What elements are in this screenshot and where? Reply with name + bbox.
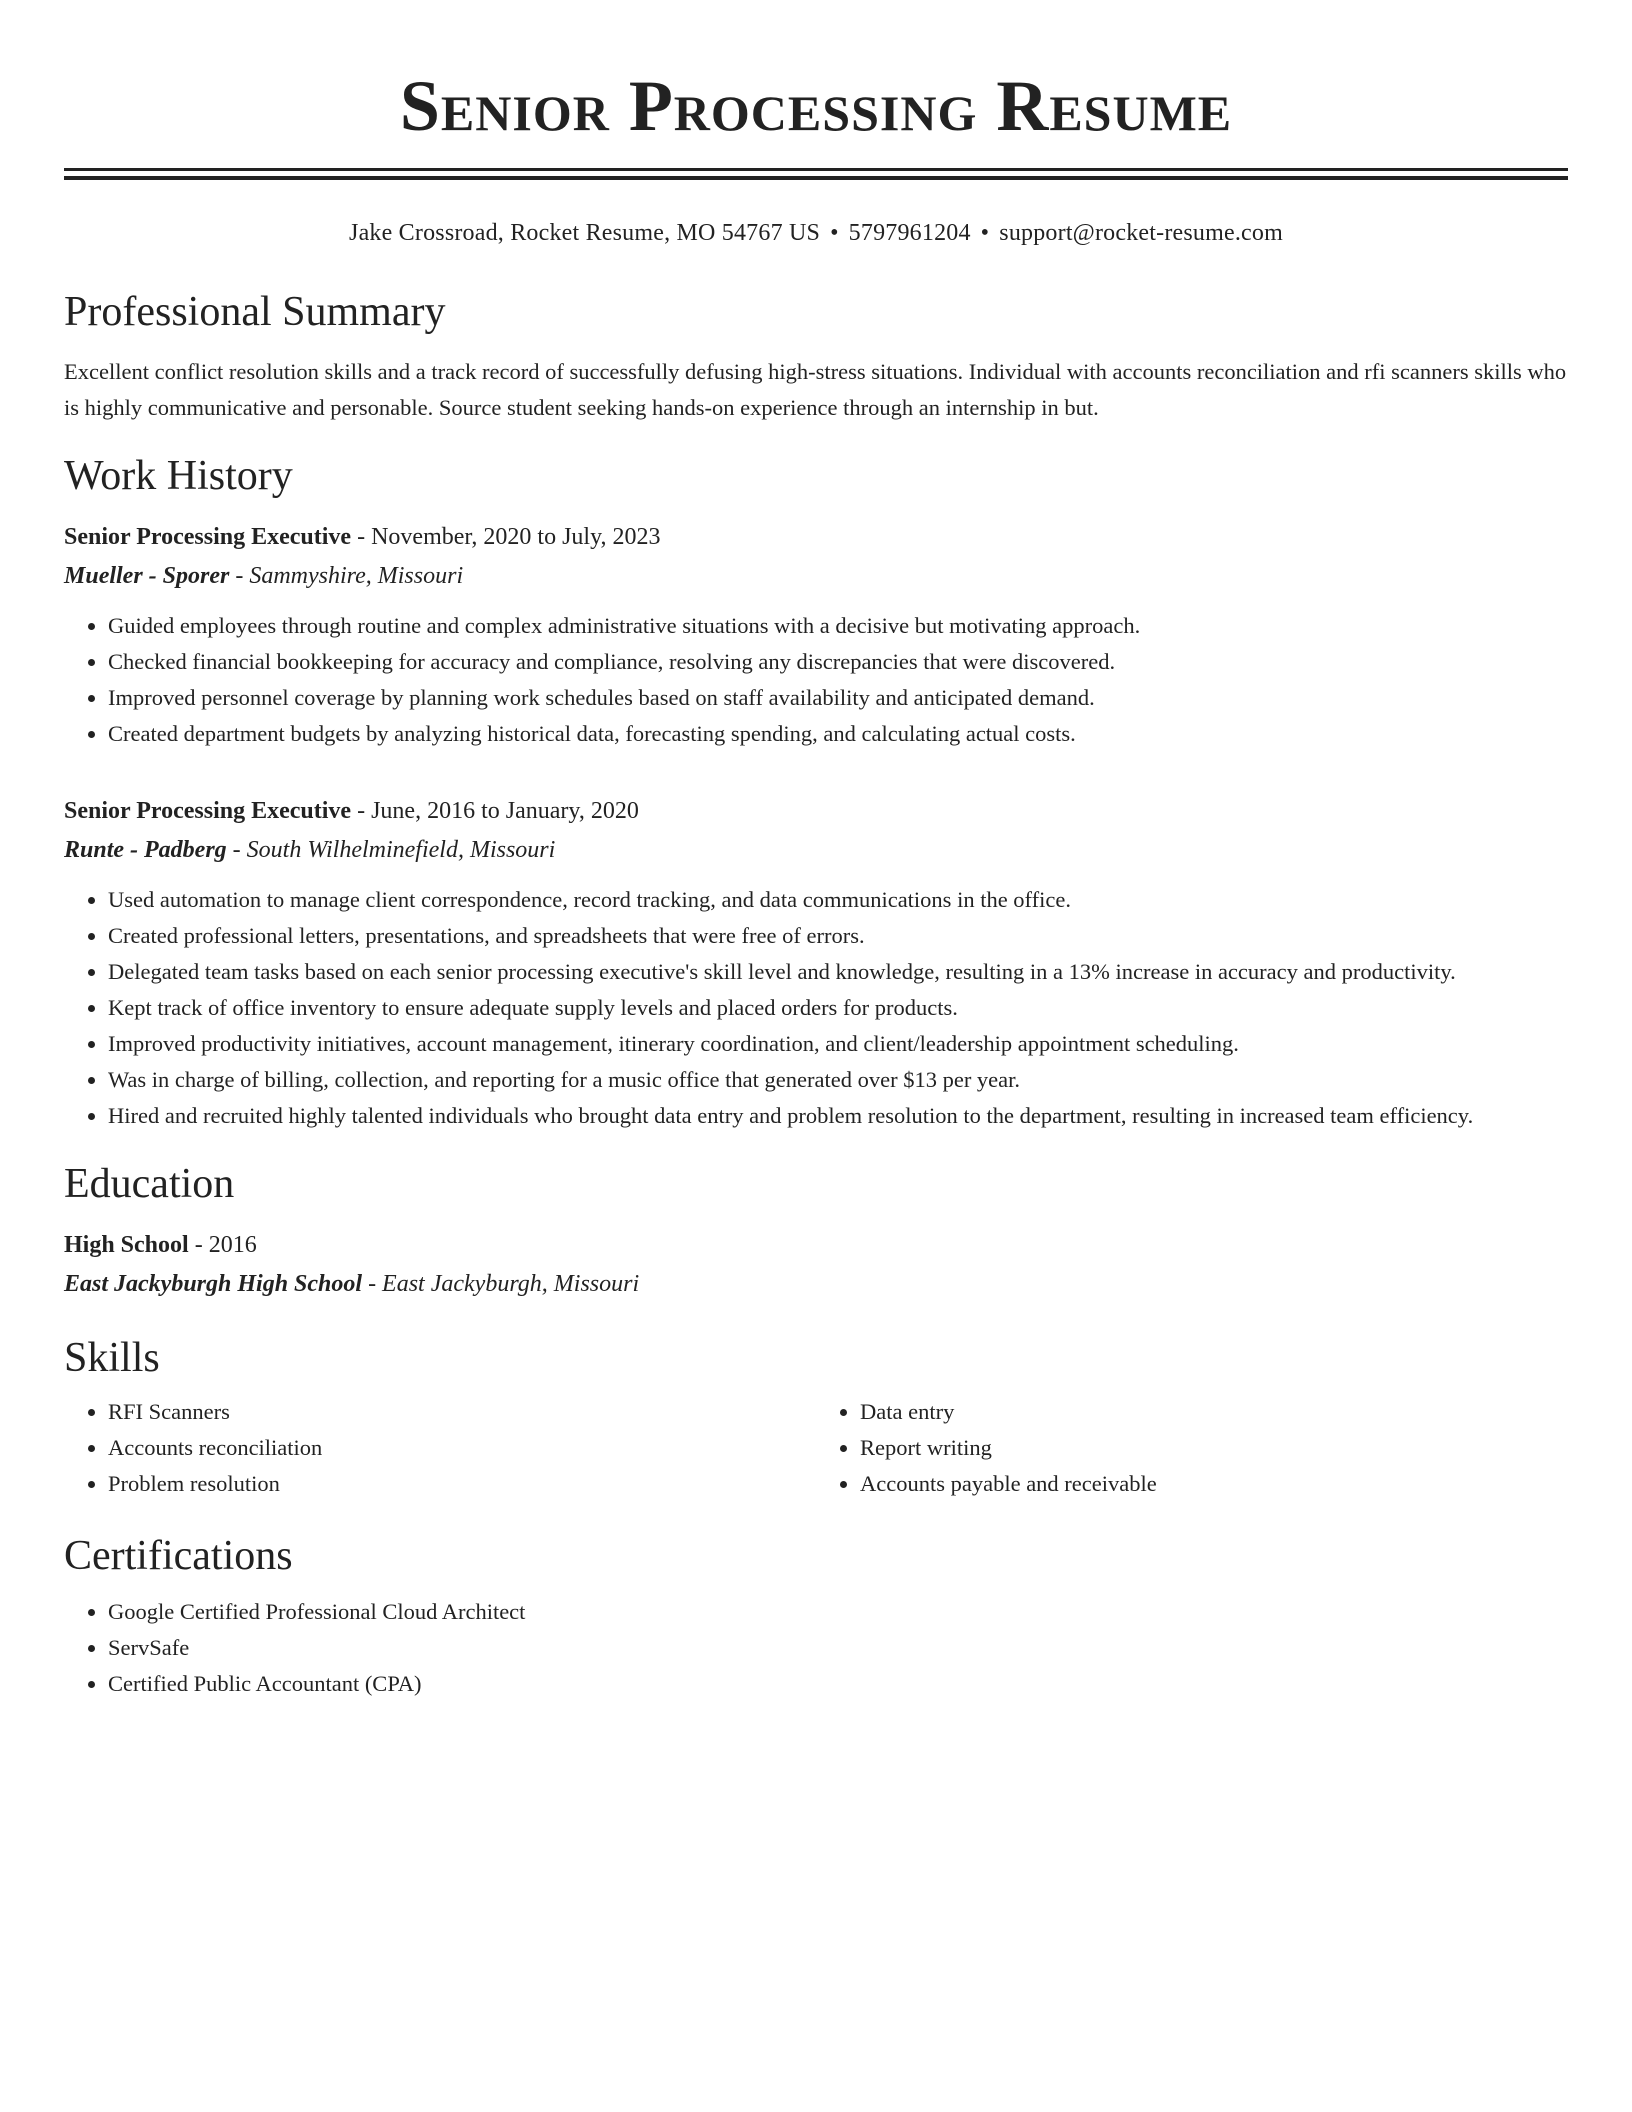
job-company-line — [64, 830, 1568, 870]
certification-item: • Google Certified Professional Cloud Architect — [108, 1594, 1568, 1630]
certification-item: • ServSafe — [108, 1630, 1568, 1666]
skill-item: • Problem resolution — [108, 1466, 816, 1502]
contact-line — [64, 216, 1568, 250]
job-bullet: • Delegated team tasks based on each senior processing executive's skill level and knowledge, resulting in a 13% increase in accuracy and productivity. — [108, 954, 1568, 990]
job-bullet: • Improved productivity initiatives, account management, itinerary coordination, and client/leadership appointment scheduling. — [108, 1026, 1568, 1062]
contact-email[interactable]: support@rocket-resume.com — [999, 220, 1283, 246]
certifications-heading: Certifications — [64, 1533, 293, 1579]
job-role: Senior Processing Executive — [64, 524, 352, 550]
education-section — [64, 1158, 1568, 1304]
title-divider — [64, 168, 1568, 180]
skills-grid — [64, 1394, 1568, 1502]
job-title-line — [64, 792, 1568, 830]
education-school-line — [64, 1264, 1568, 1304]
job-location: - South Wilhelminefield, Missouri — [226, 837, 556, 863]
skill-item: • Report writing — [860, 1430, 1568, 1466]
resume-page — [64, 0, 1568, 1702]
education-degree-line — [64, 1226, 1568, 1264]
summary-text: Excellent conflict resolution skills and a track record of successfully defusing high-stress situations. Individual with accounts reconciliation and rfi scanners skills who is highly communicative and personable. Source student seeking hands-on experience through an internship in but. — [64, 359, 1567, 420]
page-title: Senior Processing Resume — [399, 66, 1233, 146]
job-company: Runte - Padberg — [64, 837, 227, 863]
job-bullets — [64, 608, 1568, 752]
job-company-line — [64, 556, 1568, 596]
education-heading: Education — [64, 1161, 235, 1207]
job-dates: - June, 2016 to January, 2020 — [351, 798, 639, 824]
job-company: Mueller - Sporer — [64, 563, 230, 589]
skill-item: • Data entry — [860, 1394, 1568, 1430]
contact-phone: 5797961204 — [848, 220, 971, 246]
job-bullet: • Created department budgets by analyzing historical data, forecasting spending, and calculating actual costs. — [108, 716, 1568, 752]
skills-section — [64, 1332, 1568, 1502]
certifications-list — [64, 1594, 1568, 1702]
skills-column-right — [816, 1394, 1568, 1502]
contact-separator: • — [830, 220, 839, 246]
education-school: East Jackyburgh High School — [64, 1271, 363, 1297]
summary-section — [64, 286, 1568, 426]
job-entry — [64, 792, 1568, 1134]
certifications-section — [64, 1530, 1568, 1702]
certification-item: • Certified Public Accountant (CPA) — [108, 1666, 1568, 1702]
skill-item: • RFI Scanners — [108, 1394, 816, 1430]
contact-address: Jake Crossroad, Rocket Resume, MO 54767 US — [349, 220, 821, 246]
job-bullet: • Guided employees through routine and complex administrative situations with a decisive but motivating approach. — [108, 608, 1568, 644]
education-location: - East Jackyburgh, Missouri — [362, 1271, 640, 1297]
education-degree: High School — [64, 1232, 189, 1258]
job-entry — [64, 518, 1568, 752]
contact-separator: • — [980, 220, 990, 246]
skill-item: • Accounts reconciliation — [108, 1430, 816, 1466]
summary-heading: Professional Summary — [64, 289, 446, 335]
education-year: - 2016 — [188, 1232, 257, 1258]
job-location: - Sammyshire, Missouri — [229, 563, 464, 589]
job-bullets — [64, 882, 1568, 1134]
job-bullet: • Kept track of office inventory to ensure adequate supply levels and placed orders for products. — [108, 990, 1568, 1026]
job-bullet: • Used automation to manage client correspondence, record tracking, and data communications in the office. — [108, 882, 1568, 918]
job-bullet: • Checked financial bookkeeping for accuracy and compliance, resolving any discrepancies that were discovered. — [108, 644, 1568, 680]
job-bullet: • Hired and recruited highly talented individuals who brought data entry and problem resolution to the department, resulting in increased team efficiency. — [108, 1098, 1568, 1134]
work-history-section — [64, 450, 1568, 1134]
job-bullet: • Improved personnel coverage by planning work schedules based on staff availability and anticipated demand. — [108, 680, 1568, 716]
work-history-heading: Work History — [64, 453, 293, 499]
job-title-line — [64, 518, 1568, 556]
skills-column-left — [64, 1394, 816, 1502]
job-dates: - November, 2020 to July, 2023 — [351, 524, 661, 550]
job-role: Senior Processing Executive — [64, 798, 352, 824]
education-entry — [64, 1226, 1568, 1304]
job-bullet: • Created professional letters, presentations, and spreadsheets that were free of errors. — [108, 918, 1568, 954]
job-bullet: • Was in charge of billing, collection, and reporting for a music office that generated over $13 per year. — [108, 1062, 1568, 1098]
skill-item: • Accounts payable and receivable — [860, 1466, 1568, 1502]
skills-heading: Skills — [64, 1335, 160, 1381]
